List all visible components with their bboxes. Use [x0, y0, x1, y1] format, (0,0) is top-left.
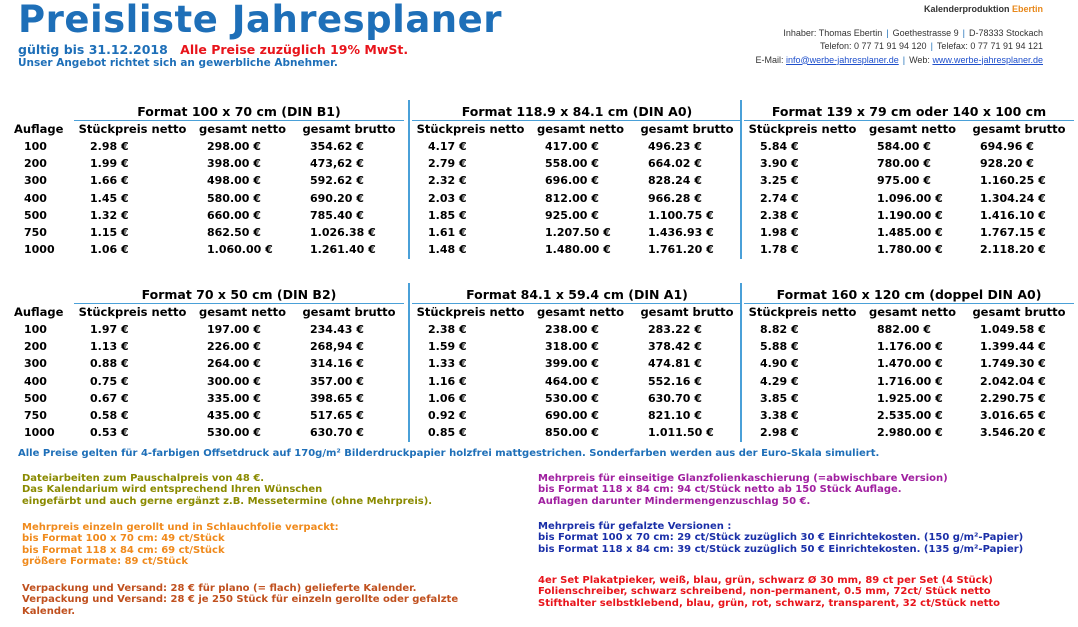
table-row: [412, 155, 742, 172]
table-row: [10, 390, 404, 407]
unit-price-cell: 1.13 €: [90, 340, 129, 354]
table-header: [412, 304, 742, 321]
table-row: [744, 190, 1074, 207]
gross-total-cell: 378.42 €: [648, 340, 702, 354]
column-header-stueckpreis: Stückpreis netto: [416, 122, 525, 136]
gross-total-cell: 1.749.30 €: [980, 357, 1046, 371]
net-total-cell: 298.00 €: [207, 140, 261, 153]
table-row: [412, 407, 742, 424]
unit-price-cell: 0.75 €: [90, 374, 129, 388]
column-header-netto: gesamt netto: [536, 305, 624, 319]
gross-total-cell: 357.00 €: [310, 374, 364, 388]
unit-price-cell: 3.25 €: [760, 174, 799, 188]
table-row: [10, 241, 404, 258]
unit-price-cell: 1.06 €: [428, 391, 467, 405]
note-line: Verpackung und Versand: 28 € für plano (= flach) gelieferte Kalender.: [22, 583, 417, 594]
page-title: Preisliste Jahresplaner: [18, 0, 502, 41]
net-total-cell: 862.50 €: [207, 225, 261, 239]
table-row: [412, 224, 742, 241]
table-row: [744, 241, 1074, 258]
note-line: Mehrpreis für gefalzte Versionen :: [538, 521, 732, 532]
email-label: E-Mail:: [755, 54, 784, 65]
unit-price-cell: 0.85 €: [428, 426, 467, 440]
column-header-brutto: gesamt brutto: [972, 305, 1066, 319]
net-total-cell: 696.00 €: [545, 174, 599, 188]
table-divider: [408, 283, 410, 442]
note-line: Das Kalendarium wird entsprechend Ihren Wünschen: [22, 484, 323, 496]
table-row: [412, 338, 742, 355]
column-header-brutto: gesamt brutto: [640, 122, 734, 136]
company-name-suffix: Ebertin: [1011, 4, 1043, 14]
note-line: 4er Set Plakatpieker, weiß, blau, grün, schwarz Ø 30 mm, 89 ct per Set (4 Stück): [538, 575, 993, 586]
gross-total-cell: 1.399.44 €: [980, 340, 1046, 354]
net-total-cell: 2.535.00 €: [877, 408, 943, 422]
column-header-netto: gesamt netto: [868, 122, 956, 136]
table-row: [412, 190, 742, 207]
net-total-cell: 882.00 €: [877, 323, 931, 336]
net-total-cell: 975.00 €: [877, 174, 931, 188]
note-line: Dateiarbeiten zum Pauschalpreis von 48 €.: [22, 473, 265, 484]
note-line: bis Format 118 x 84 cm: 69 ct/Stück: [22, 544, 225, 556]
net-total-cell: 264.00 €: [207, 357, 261, 371]
column-header-stueckpreis: Stückpreis netto: [78, 305, 187, 319]
format-title: Format 118.9 x 84.1 cm (DIN A0): [412, 104, 742, 121]
quantity-cell: 750: [24, 225, 47, 239]
separator: |: [902, 54, 906, 65]
unit-price-cell: 1.59 €: [428, 340, 467, 354]
net-total-cell: 850.00 €: [545, 426, 599, 440]
net-total-cell: 580.00 €: [207, 191, 261, 205]
unit-price-cell: 0.58 €: [90, 408, 129, 422]
unit-price-cell: 0.53 €: [90, 426, 129, 440]
table-row: [10, 172, 404, 189]
table-row: [10, 155, 404, 172]
price-table: [412, 104, 742, 258]
company-phone-line: [643, 40, 1043, 53]
price-table: [10, 287, 404, 441]
net-total-cell: 464.00 €: [545, 374, 599, 388]
net-total-cell: 417.00 €: [545, 140, 599, 153]
unit-price-cell: 8.82 €: [760, 323, 799, 336]
validity-line: [18, 42, 408, 57]
table-row: [412, 138, 742, 155]
net-total-cell: 812.00 €: [545, 191, 599, 205]
gross-total-cell: 3.546.20 €: [980, 426, 1046, 440]
unit-price-cell: 2.03 €: [428, 191, 467, 205]
note-line: eingefärbt und auch gerne ergänzt z.B. Messetermine (ohne Mehrpreis).: [22, 495, 433, 507]
web-link[interactable]: www.werbe-jahresplaner.de: [932, 54, 1043, 65]
unit-price-cell: 0.88 €: [90, 357, 129, 371]
net-total-cell: 226.00 €: [207, 340, 261, 354]
net-total-cell: 1.060.00 €: [207, 243, 273, 257]
gross-total-cell: 473,62 €: [310, 157, 364, 171]
table-divider: [408, 100, 410, 259]
column-header-brutto: gesamt brutto: [302, 122, 396, 136]
table-row: [744, 207, 1074, 224]
note-line: bis Format 100 x 70 cm: 49 ct/Stück: [22, 533, 225, 545]
net-total-cell: 197.00 €: [207, 323, 261, 336]
web-label: Web:: [909, 54, 930, 65]
column-header-brutto: gesamt brutto: [972, 122, 1066, 136]
quantity-cell: 1000: [24, 426, 55, 440]
gross-total-cell: 630.70 €: [648, 391, 702, 405]
gross-total-cell: 1.100.75 €: [648, 208, 714, 222]
company-address: [643, 27, 1043, 40]
format-title: Format 70 x 50 cm (DIN B2): [74, 287, 404, 304]
unit-price-cell: 1.32 €: [90, 208, 129, 222]
column-header-netto: gesamt netto: [868, 305, 956, 319]
table-row: [412, 241, 742, 258]
unit-price-cell: 4.90 €: [760, 357, 799, 371]
net-total-cell: 1.207.50 €: [545, 225, 611, 239]
column-header-stueckpreis: Stückpreis netto: [78, 122, 187, 136]
net-total-cell: 530.00 €: [207, 426, 261, 440]
gross-total-cell: 517.65 €: [310, 408, 364, 422]
net-total-cell: 530.00 €: [545, 391, 599, 405]
unit-price-cell: 5.84 €: [760, 140, 799, 153]
gross-total-cell: 592.62 €: [310, 174, 364, 188]
net-total-cell: 1.925.00 €: [877, 391, 943, 405]
gross-total-cell: 828.24 €: [648, 174, 702, 188]
column-header-netto: gesamt netto: [198, 305, 286, 319]
quantity-cell: 100: [24, 140, 47, 153]
net-total-cell: 238.00 €: [545, 323, 599, 336]
gross-total-cell: 398.65 €: [310, 391, 364, 405]
table-row: [412, 207, 742, 224]
net-total-cell: 1.485.00 €: [877, 225, 943, 239]
column-header-auflage: Auflage: [14, 122, 64, 136]
separator: |: [962, 28, 965, 39]
table-row: [744, 224, 1074, 241]
table-row: [412, 373, 742, 390]
table-row: [412, 424, 742, 441]
quantity-cell: 500: [24, 208, 47, 222]
unit-price-cell: 4.17 €: [428, 140, 467, 153]
quantity-cell: 400: [24, 191, 47, 205]
table-header: [10, 304, 404, 321]
unit-price-cell: 1.97 €: [90, 323, 129, 336]
unit-price-cell: 1.85 €: [428, 208, 467, 222]
unit-price-cell: 1.16 €: [428, 374, 467, 388]
gross-total-cell: 283.22 €: [648, 323, 702, 336]
net-total-cell: 1.096.00 €: [877, 191, 943, 205]
net-total-cell: 1.716.00 €: [877, 374, 943, 388]
table-row: [10, 207, 404, 224]
format-title: Format 100 x 70 cm (DIN B1): [74, 104, 404, 121]
price-table: [412, 287, 742, 441]
column-header-brutto: gesamt brutto: [640, 305, 734, 319]
table-row: [744, 424, 1074, 441]
note-paragraph: [538, 521, 1023, 555]
unit-price-cell: 3.38 €: [760, 408, 799, 422]
company-owner: Inhaber: Thomas Ebertin: [783, 28, 883, 39]
column-header-netto: gesamt netto: [198, 122, 286, 136]
unit-price-cell: 1.61 €: [428, 225, 467, 239]
gross-total-cell: 234.43 €: [310, 323, 364, 336]
quantity-cell: 200: [24, 340, 47, 354]
gross-total-cell: 314.16 €: [310, 357, 364, 371]
unit-price-cell: 1.99 €: [90, 157, 129, 171]
gross-total-cell: 690.20 €: [310, 191, 364, 205]
table-row: [412, 321, 742, 338]
table-row: [10, 424, 404, 441]
format-title: Format 84.1 x 59.4 cm (DIN A1): [412, 287, 742, 304]
separator: |: [930, 41, 933, 52]
table-row: [10, 338, 404, 355]
format-title: Format 139 x 79 cm oder 140 x 100 cm: [744, 104, 1074, 121]
unit-price-cell: 2.38 €: [428, 323, 467, 336]
gross-total-cell: 1.160.25 €: [980, 174, 1046, 188]
table-row: [744, 155, 1074, 172]
net-total-cell: 398.00 €: [207, 157, 261, 171]
gross-total-cell: 694.96 €: [980, 140, 1034, 153]
quantity-cell: 1000: [24, 243, 55, 257]
gross-total-cell: 928.20 €: [980, 157, 1034, 171]
table-row: [744, 390, 1074, 407]
unit-price-cell: 1.06 €: [90, 243, 129, 257]
gross-total-cell: 3.016.65 €: [980, 408, 1046, 422]
net-total-cell: 1.176.00 €: [877, 340, 943, 354]
net-total-cell: 690.00 €: [545, 408, 599, 422]
gross-total-cell: 552.16 €: [648, 374, 702, 388]
company-name-prefix: Kalenderproduktion: [923, 4, 1010, 14]
quantity-cell: 500: [24, 391, 47, 405]
net-total-cell: 925.00 €: [545, 208, 599, 222]
unit-price-cell: 1.78 €: [760, 243, 799, 257]
gross-total-cell: 1.011.50 €: [648, 426, 714, 440]
unit-price-cell: 1.15 €: [90, 225, 129, 239]
gross-total-cell: 1.761.20 €: [648, 243, 714, 257]
company-phone: Telefon: 0 77 71 91 94 120: [819, 41, 927, 52]
table-header: [10, 121, 404, 138]
company-fax: Telefax: 0 77 71 91 94 121: [936, 41, 1043, 52]
net-total-cell: 435.00 €: [207, 408, 261, 422]
note-line: Stifthalter selbstklebend, blau, grün, rot, schwarz, transparent, 32 ct/Stück netto: [538, 597, 1001, 609]
net-total-cell: 2.980.00 €: [877, 426, 943, 440]
unit-price-cell: 0.67 €: [90, 391, 129, 405]
table-row: [10, 138, 404, 155]
table-row: [744, 338, 1074, 355]
separator: |: [886, 28, 889, 39]
unit-price-cell: 2.32 €: [428, 174, 467, 188]
unit-price-cell: 2.38 €: [760, 208, 799, 222]
note-paragraph: [538, 473, 948, 507]
gross-total-cell: 821.10 €: [648, 408, 702, 422]
net-total-cell: 399.00 €: [545, 357, 599, 371]
table-row: [10, 190, 404, 207]
net-total-cell: 318.00 €: [545, 340, 599, 354]
net-total-cell: 1.780.00 €: [877, 243, 943, 257]
note-line: Mehrpreis für einseitige Glanzfolienkaschierung (=abwischbare Version): [538, 473, 948, 484]
table-row: [412, 355, 742, 372]
gross-total-cell: 1.304.24 €: [980, 191, 1046, 205]
unit-price-cell: 1.48 €: [428, 243, 467, 257]
note-paragraph: [22, 522, 339, 567]
net-total-cell: 300.00 €: [207, 374, 261, 388]
table-row: [744, 321, 1074, 338]
column-header-stueckpreis: Stückpreis netto: [416, 305, 525, 319]
net-total-cell: 780.00 €: [877, 157, 931, 171]
gross-total-cell: 1.049.58 €: [980, 323, 1046, 336]
note-paragraph: [22, 583, 458, 617]
note-line: Auflagen darunter Mindermengenzuschlag 50 €.: [538, 495, 811, 507]
table-row: [744, 355, 1074, 372]
price-table: [744, 287, 1074, 441]
unit-price-cell: 4.29 €: [760, 374, 799, 388]
quantity-cell: 300: [24, 174, 47, 188]
net-total-cell: 584.00 €: [877, 140, 931, 153]
note-paragraph: [22, 473, 432, 507]
validity-date: gültig bis 31.12.2018: [18, 42, 168, 57]
gross-total-cell: 354.62 €: [310, 140, 364, 153]
unit-price-cell: 0.92 €: [428, 408, 467, 422]
unit-price-cell: 1.45 €: [90, 191, 129, 205]
gross-total-cell: 1.026.38 €: [310, 225, 376, 239]
quantity-cell: 300: [24, 357, 47, 371]
table-row: [10, 321, 404, 338]
vat-note: Alle Preise zuzüglich 19% MwSt.: [180, 42, 409, 57]
note-line: Folienschreiber, schwarz schreibend, non-permanent, 0.5 mm, 72ct/ Stück netto: [538, 586, 991, 598]
table-header: [744, 304, 1074, 321]
gross-total-cell: 1.767.15 €: [980, 225, 1046, 239]
company-info: [643, 3, 1043, 67]
note-line: größere Formate: 89 ct/Stück: [22, 555, 189, 567]
company-contact-line: [643, 54, 1043, 67]
table-row: [744, 138, 1074, 155]
table-row: [10, 355, 404, 372]
gross-total-cell: 1.436.93 €: [648, 225, 714, 239]
net-total-cell: 1.480.00 €: [545, 243, 611, 257]
note-paragraph: [538, 575, 1000, 609]
quantity-cell: 100: [24, 323, 47, 336]
unit-price-cell: 1.98 €: [760, 225, 799, 239]
net-total-cell: 498.00 €: [207, 174, 261, 188]
company-street: Goethestrasse 9: [892, 28, 959, 39]
unit-price-cell: 1.33 €: [428, 357, 467, 371]
quantity-cell: 200: [24, 157, 47, 171]
company-city: D-78333 Stockach: [968, 28, 1043, 39]
company-name: [643, 3, 1043, 16]
column-header-brutto: gesamt brutto: [302, 305, 396, 319]
quantity-cell: 750: [24, 408, 47, 422]
unit-price-cell: 2.74 €: [760, 191, 799, 205]
note-line: bis Format 118 x 84 cm: 94 ct/Stück netto ab 150 Stück Auflage.: [538, 484, 902, 496]
table-row: [744, 373, 1074, 390]
gross-total-cell: 474.81 €: [648, 357, 702, 371]
gross-total-cell: 2.290.75 €: [980, 391, 1046, 405]
column-header-stueckpreis: Stückpreis netto: [748, 122, 857, 136]
net-total-cell: 335.00 €: [207, 391, 261, 405]
gross-total-cell: 2.042.04 €: [980, 374, 1046, 388]
table-row: [412, 390, 742, 407]
gross-total-cell: 2.118.20 €: [980, 243, 1046, 257]
column-header-stueckpreis: Stückpreis netto: [748, 305, 857, 319]
net-total-cell: 660.00 €: [207, 208, 261, 222]
table-row: [412, 172, 742, 189]
note-line: bis Format 100 x 70 cm: 29 ct/Stück zuzüglich 30 € Einrichtekosten. (150 g/m²-Papier): [538, 532, 1024, 544]
gross-total-cell: 1.261.40 €: [310, 243, 376, 257]
gross-total-cell: 664.02 €: [648, 157, 702, 171]
table-header: [412, 121, 742, 138]
net-total-cell: 558.00 €: [545, 157, 599, 171]
gross-total-cell: 496.23 €: [648, 140, 702, 153]
unit-price-cell: 5.88 €: [760, 340, 799, 354]
gross-total-cell: 966.28 €: [648, 191, 702, 205]
gross-total-cell: 630.70 €: [310, 426, 364, 440]
unit-price-cell: 2.79 €: [428, 157, 467, 171]
note-line: Verpackung und Versand: 28 € je 250 Stück für einzeln gerollte oder gefalzte: [22, 594, 459, 606]
print-note: Alle Preise gelten für 4-farbigen Offsetdruck auf 170g/m² Bilderdruckpapier holzfrei mattgestrichen. Sonderfarben werden aus der Euro-Skala simuliert.: [18, 448, 880, 459]
note-line: Kalender.: [22, 605, 76, 617]
unit-price-cell: 3.90 €: [760, 157, 799, 171]
table-header: [744, 121, 1074, 138]
audience-note: Unser Angebot richtet sich an gewerbliche Abnehmer.: [18, 57, 338, 69]
table-row: [10, 224, 404, 241]
gross-total-cell: 268,94 €: [310, 340, 364, 354]
unit-price-cell: 1.66 €: [90, 174, 129, 188]
email-link[interactable]: info@werbe-jahresplaner.de: [786, 54, 899, 65]
price-table: [744, 104, 1074, 258]
net-total-cell: 1.190.00 €: [877, 208, 943, 222]
unit-price-cell: 2.98 €: [760, 426, 799, 440]
note-line: Mehrpreis einzeln gerollt und in Schlauchfolie verpackt:: [22, 522, 339, 533]
gross-total-cell: 785.40 €: [310, 208, 364, 222]
price-table: [10, 104, 404, 258]
format-title: Format 160 x 120 cm (doppel DIN A0): [744, 287, 1074, 304]
gross-total-cell: 1.416.10 €: [980, 208, 1046, 222]
column-header-netto: gesamt netto: [536, 122, 624, 136]
net-total-cell: 1.470.00 €: [877, 357, 943, 371]
table-row: [744, 172, 1074, 189]
unit-price-cell: 2.98 €: [90, 140, 129, 153]
table-row: [10, 407, 404, 424]
table-row: [10, 373, 404, 390]
note-line: bis Format 118 x 84 cm: 39 ct/Stück zuzüglich 50 € Einrichtekosten. (135 g/m²-Papier): [538, 543, 1024, 555]
quantity-cell: 400: [24, 374, 47, 388]
column-header-auflage: Auflage: [14, 305, 64, 319]
table-row: [744, 407, 1074, 424]
unit-price-cell: 3.85 €: [760, 391, 799, 405]
